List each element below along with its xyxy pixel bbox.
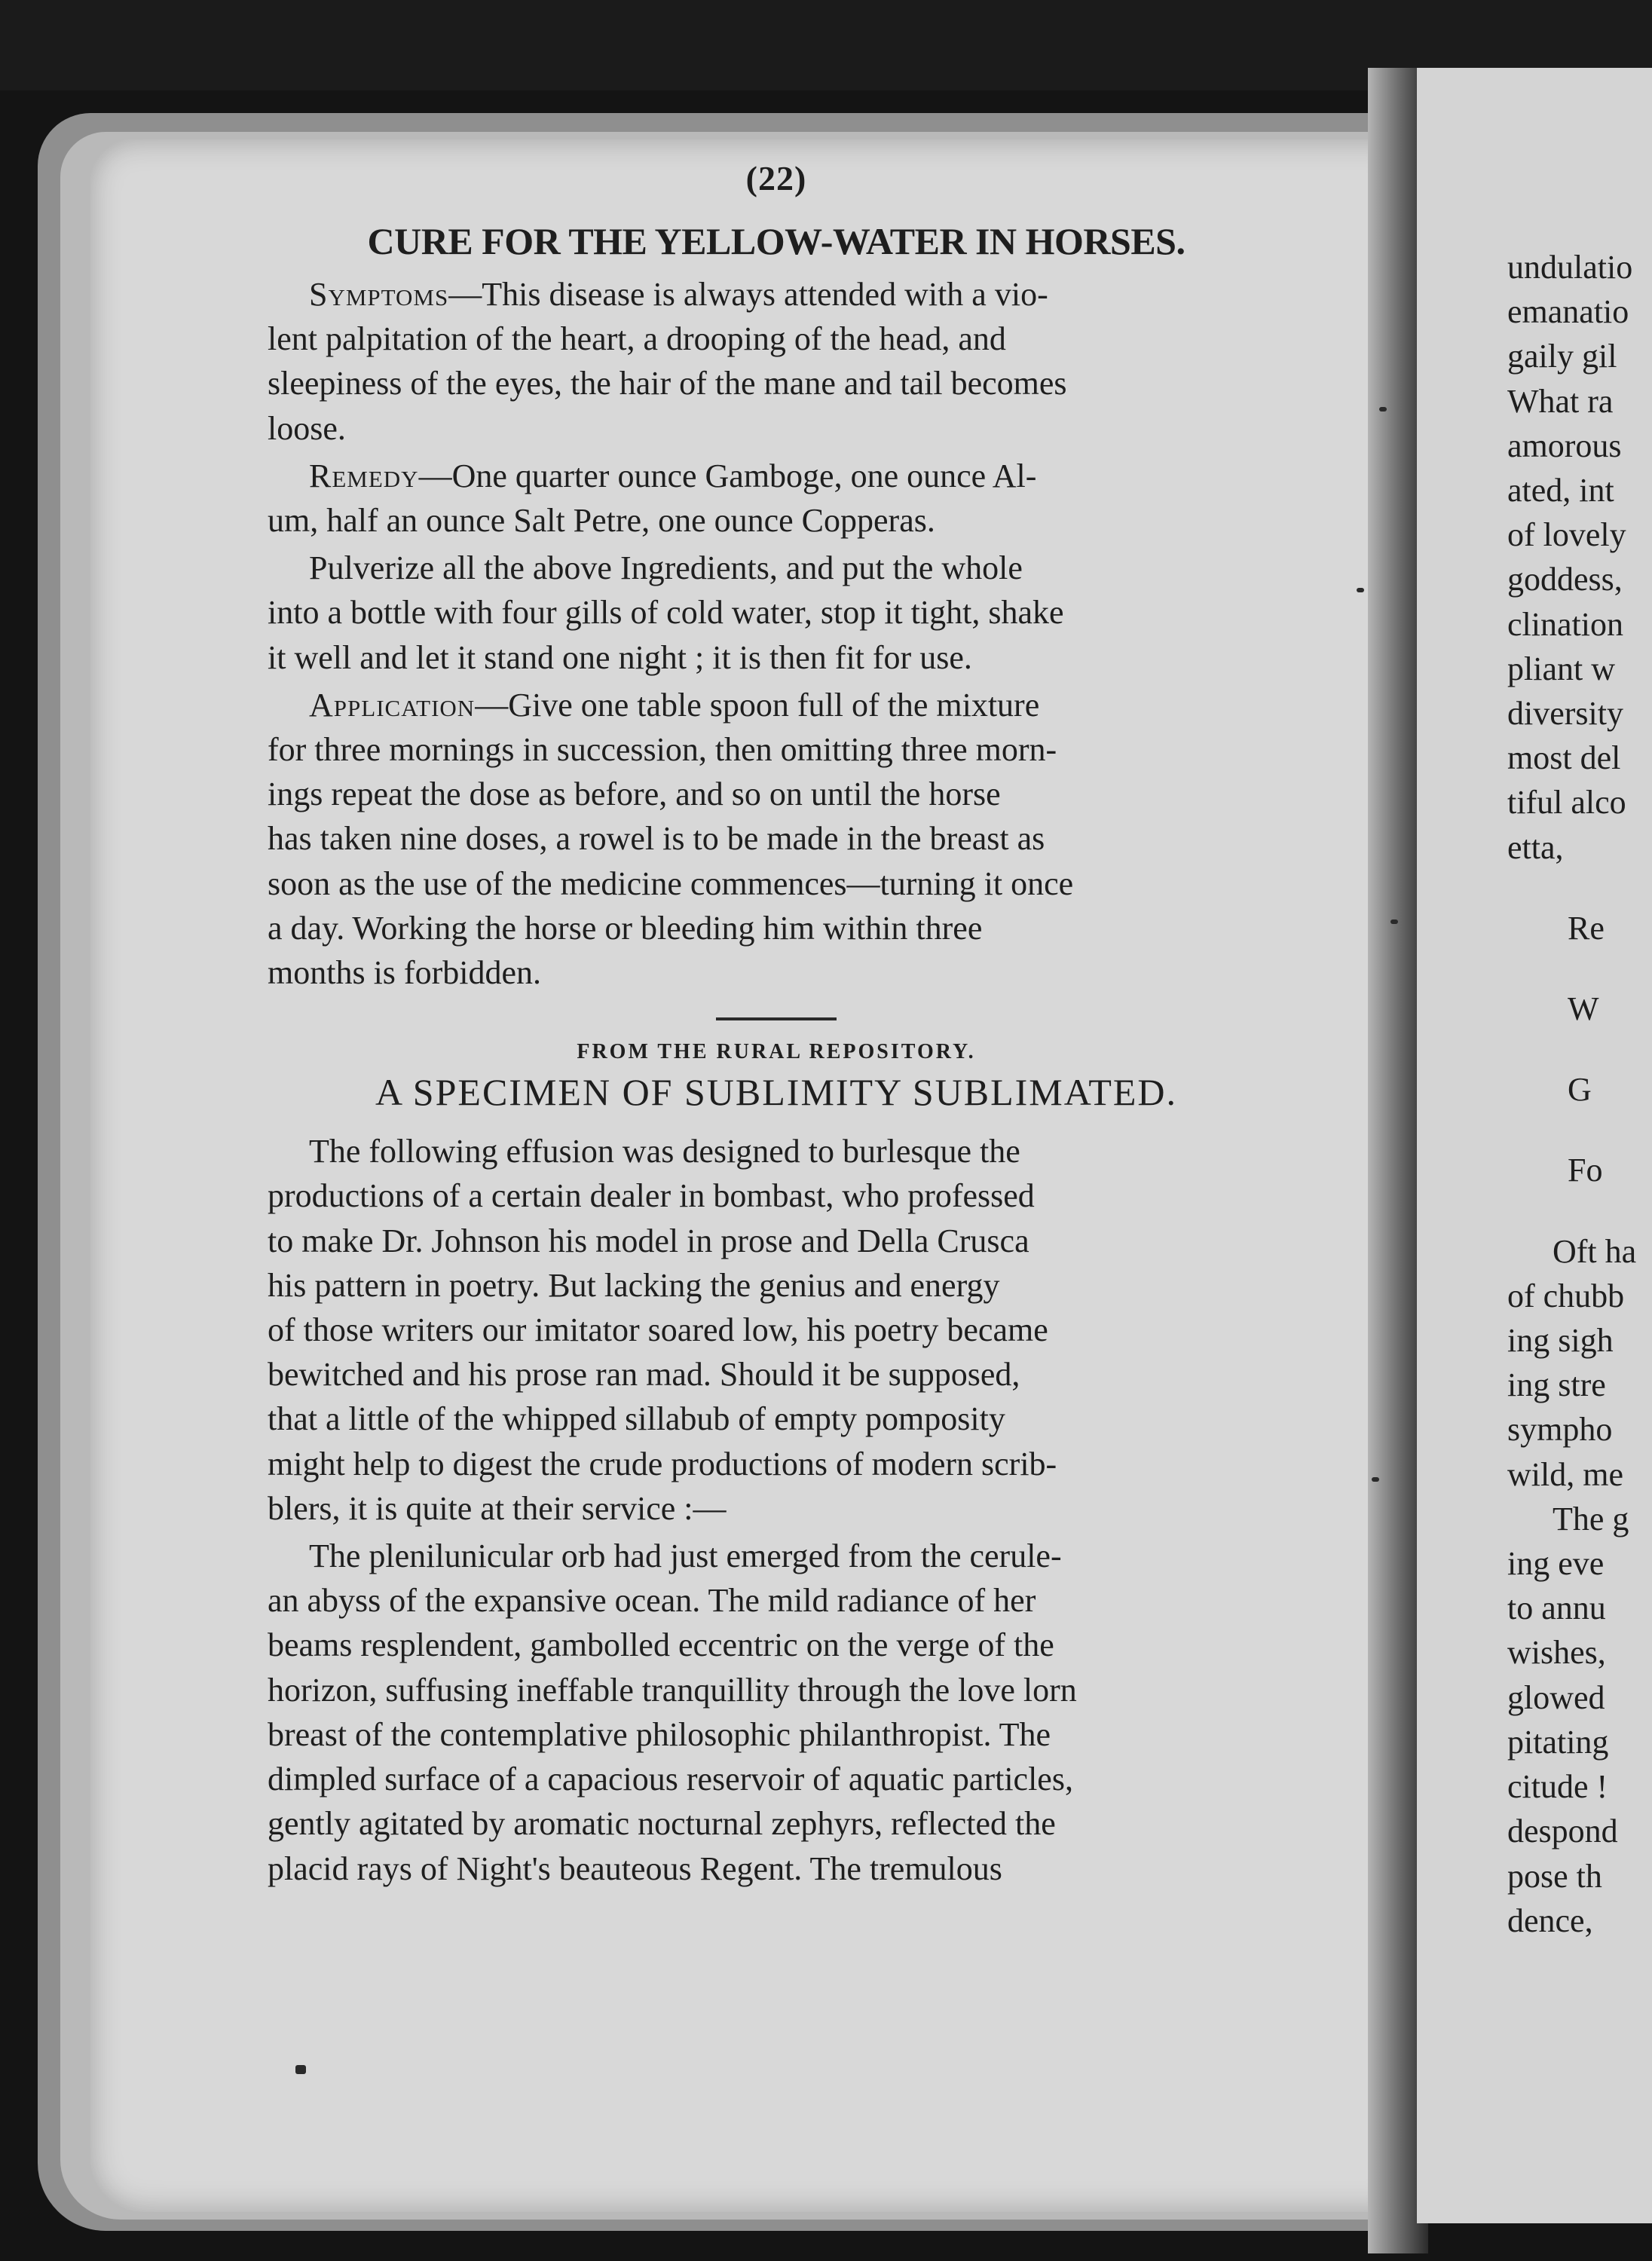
text-line: of lovely (1507, 516, 1626, 554)
text-line: glowed (1507, 1678, 1605, 1716)
text-line: ing sigh (1507, 1322, 1614, 1360)
text-line: dence, (1507, 1902, 1593, 1939)
text-line: wishes, (1507, 1634, 1606, 1672)
text-line: pitating (1507, 1723, 1609, 1761)
text-line: ated, int (1507, 472, 1614, 509)
source-line: FROM THE RURAL REPOSITORY. (577, 1040, 976, 1064)
text-line: to annu (1507, 1589, 1606, 1627)
text-line: bewitched and his prose ran mad. Should it be supposed, (268, 1356, 1020, 1394)
text-line: ing eve (1507, 1545, 1605, 1583)
text-line: etta, (1507, 828, 1564, 866)
verse-line: Fo (1568, 1152, 1603, 1189)
ink-fleck (1390, 919, 1398, 924)
text-line: goddess, (1507, 561, 1623, 598)
ink-fleck (1379, 407, 1387, 412)
text-line: to make Dr. Johnson his model in prose and Della Crusca (268, 1222, 1029, 1259)
left-page-text (268, 158, 1285, 1894)
text-line: wild, me (1507, 1455, 1623, 1493)
text-line: clination (1507, 605, 1623, 643)
text-line: might help to digest the crude productions of modern scrib- (268, 1445, 1057, 1482)
text-line: emanatio (1507, 293, 1629, 331)
text-line: that a little of the whipped sillabub of empty pomposity (268, 1400, 1005, 1438)
text-line: it well and let it stand one night ; it is then fit for use. (268, 638, 972, 676)
text-line: pose th (1507, 1857, 1602, 1895)
text-line: a day. Working the horse or bleeding him within three (268, 909, 983, 947)
text-line: productions of a certain dealer in bombast, who professed (268, 1177, 1035, 1215)
text-line: —This disease is always attended with a vio- (448, 276, 1048, 313)
text-line: placid rays of Night's beauteous Regent. The tremulous (268, 1849, 1002, 1887)
text-line: tiful alco (1507, 784, 1626, 821)
ink-fleck (1372, 1477, 1379, 1482)
verse-line: Re (1568, 909, 1605, 947)
text-line: most del (1507, 739, 1621, 777)
text-line: dimpled surface of a capacious reservoir of aquatic particles, (268, 1761, 1073, 1798)
text-line: blers, it is quite at their service :— (268, 1489, 727, 1527)
text-line: for three mornings in succession, then omitting three morn- (268, 731, 1057, 769)
text-line: gently agitated by aromatic nocturnal zephyrs, reflected the (268, 1805, 1056, 1843)
text-line: beams resplendent, gambolled eccentric on the verge of the (268, 1626, 1054, 1664)
text-line: his pattern in poetry. But lacking the genius and energy (268, 1266, 1000, 1304)
right-page-text (1507, 245, 1652, 1943)
text-line: citude ! (1507, 1768, 1608, 1806)
ink-fleck (295, 2065, 306, 2074)
text-line: ing stre (1507, 1366, 1606, 1404)
text-line: loose. (268, 409, 346, 447)
text-line: amorous (1507, 427, 1622, 464)
text-line: of chubb (1507, 1277, 1625, 1314)
application-label: Application (309, 686, 476, 724)
text-line: breast of the contemplative philosophic philanthropist. The (268, 1715, 1051, 1753)
text-line: sympho (1507, 1411, 1613, 1449)
text-line: gaily gil (1507, 338, 1617, 375)
text-line: diversity (1507, 695, 1623, 733)
pulverize-paragraph (268, 546, 1285, 680)
text-line: undulatio (1507, 249, 1633, 286)
symptoms-paragraph (268, 272, 1285, 451)
verse-line: G (1568, 1071, 1592, 1109)
article-title-sublimity: A SPECIMEN OF SUBLIMITY SUBLIMATED. (375, 1071, 1178, 1114)
text-line: sleepiness of the eyes, the hair of the mane and tail becomes (268, 365, 1067, 402)
text-line: despond (1507, 1813, 1618, 1850)
text-line: months is forbidden. (268, 954, 541, 992)
text-line: The g (1553, 1500, 1629, 1537)
text-line: The plenilunicular orb had just emerged from the cerule- (309, 1537, 1062, 1575)
text-line: horizon, suffusing ineffable tranquillity through the love lorn (268, 1671, 1077, 1709)
remedy-label: Remedy (309, 457, 419, 494)
verse-line: W (1568, 990, 1599, 1028)
text-line: soon as the use of the medicine commences—turning it once (268, 864, 1074, 902)
ink-fleck (1357, 588, 1364, 592)
text-line: lent palpitation of the heart, a drooping of the head, and (268, 320, 1006, 358)
text-line: Pulverize all the above Ingredients, and put the whole (309, 549, 1023, 587)
text-line: an abyss of the expansive ocean. The mild radiance of her (268, 1582, 1036, 1620)
text-line: has taken nine doses, a rowel is to be made in the breast as (268, 820, 1045, 858)
article-title-yellow-water: CURE FOR THE YELLOW-WATER IN HORSES. (367, 220, 1185, 262)
text-line: into a bottle with four gills of cold water, stop it tight, shake (268, 594, 1064, 632)
intro-paragraph (268, 1129, 1285, 1531)
text-line: —Give one table spoon full of the mixture (475, 686, 1040, 724)
text-line: What ra (1507, 382, 1614, 420)
symptoms-label: Symptoms (309, 276, 449, 313)
text-line: pliant w (1507, 650, 1615, 687)
page-number: (22) (745, 159, 807, 197)
section-divider (716, 1017, 837, 1020)
remedy-paragraph (268, 454, 1285, 543)
text-line: um, half an ounce Salt Petre, one ounce Copperas. (268, 502, 935, 540)
text-line: The following effusion was designed to burlesque the (309, 1133, 1020, 1170)
body-paragraph (268, 1534, 1285, 1891)
text-line: —One quarter ounce Gamboge, one ounce Al- (418, 457, 1037, 494)
text-line: Oft ha (1553, 1232, 1637, 1270)
text-line: ings repeat the dose as before, and so on until the horse (268, 776, 1001, 813)
text-line: of those writers our imitator soared low, his poetry became (268, 1311, 1048, 1349)
application-paragraph (268, 683, 1285, 995)
